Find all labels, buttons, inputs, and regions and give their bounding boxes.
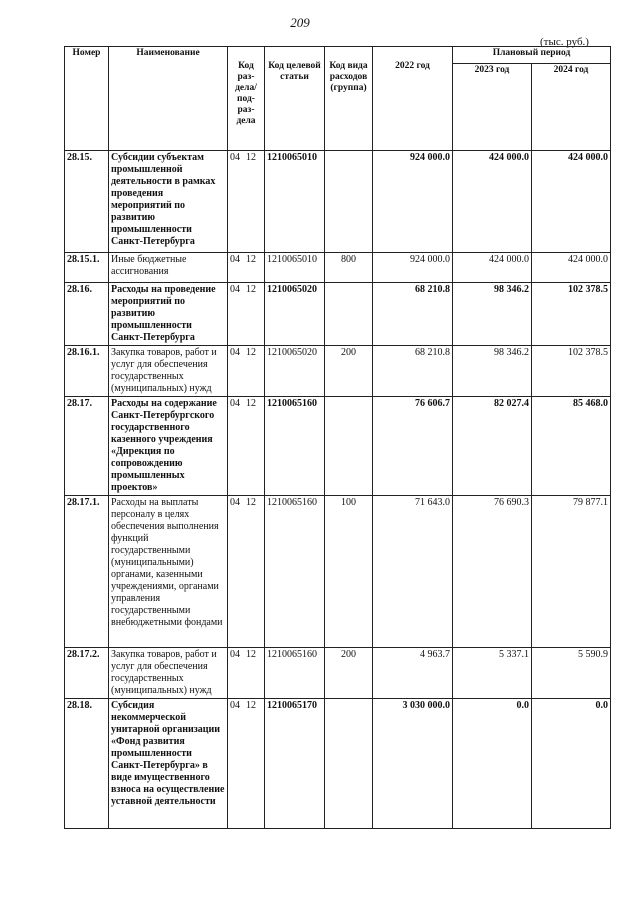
row-expense-kind (325, 397, 373, 496)
section-code: 04 (230, 398, 240, 409)
section-code: 04 (230, 700, 240, 711)
row-name: Расходы на выплаты персоналу в целях обеспечения выполнения функций государственными (муниципальными) органами, казенными учреждениями, органами управления государственными внебюджетными фондами (109, 496, 228, 648)
row-section-code (228, 253, 265, 283)
row-target-code: 1210065170 (265, 699, 325, 829)
row-amount-2022: 3 030 000.0 (373, 699, 453, 829)
table-row (65, 346, 611, 397)
row-name: Субсидии субъектам промышленной деятельности в рамках проведения мероприятий по развитию промышленности Санкт-Петербурга (109, 151, 228, 253)
row-amount-2024: 424 000.0 (532, 151, 611, 253)
row-amount-2022: 68 210.8 (373, 283, 453, 346)
row-amount-2024: 424 000.0 (532, 253, 611, 283)
row-name: Расходы на содержание Санкт-Петербургского государственного казенного учреждения «Дирекция по сопровождению промышленных проектов» (109, 397, 228, 496)
budget-table (64, 46, 611, 829)
row-name: Субсидия некоммерческой унитарной организации «Фонд развития промышленности Санкт-Петербурга» в виде имущественного взноса на осуществление уставной деятельности (109, 699, 228, 829)
row-section-code (228, 496, 265, 648)
header-name: Наименование (109, 47, 228, 151)
header-target-code: Код целевой статьи (265, 47, 325, 151)
row-number: 28.17.1. (65, 496, 109, 648)
row-amount-2022: 4 963.7 (373, 648, 453, 699)
row-amount-2022: 68 210.8 (373, 346, 453, 397)
row-name: Иные бюджетные ассигнования (109, 253, 228, 283)
header-number: Номер (65, 47, 109, 151)
row-amount-2023: 424 000.0 (453, 151, 532, 253)
row-amount-2023: 98 346.2 (453, 346, 532, 397)
row-amount-2024: 79 877.1 (532, 496, 611, 648)
row-expense-kind: 800 (325, 253, 373, 283)
section-code: 04 (230, 254, 240, 265)
table-row (65, 496, 611, 648)
row-section-code (228, 151, 265, 253)
row-amount-2023: 76 690.3 (453, 496, 532, 648)
row-amount-2024: 102 378.5 (532, 283, 611, 346)
subsection-code: 12 (246, 398, 256, 409)
subsection-code: 12 (246, 284, 256, 295)
page-number: 209 (290, 15, 310, 30)
row-expense-kind: 200 (325, 346, 373, 397)
row-section-code (228, 648, 265, 699)
row-amount-2023: 82 027.4 (453, 397, 532, 496)
row-amount-2022: 924 000.0 (373, 253, 453, 283)
row-number: 28.16.1. (65, 346, 109, 397)
row-name: Расходы на проведение мероприятий по развитию промышленности Санкт-Петербурга (109, 283, 228, 346)
row-number: 28.18. (65, 699, 109, 829)
row-amount-2022: 76 606.7 (373, 397, 453, 496)
subsection-code: 12 (246, 347, 256, 358)
row-number: 28.15.1. (65, 253, 109, 283)
table-row (65, 253, 611, 283)
row-section-code (228, 346, 265, 397)
row-number: 28.17. (65, 397, 109, 496)
subsection-code: 12 (246, 649, 256, 660)
row-amount-2023: 98 346.2 (453, 283, 532, 346)
row-target-code: 1210065010 (265, 151, 325, 253)
header-year-2023: 2023 год (453, 64, 532, 151)
section-code: 04 (230, 347, 240, 358)
table-row (65, 699, 611, 829)
section-code: 04 (230, 284, 240, 295)
header-section-code: Код раз-дела/ под-раз-дела (228, 47, 265, 151)
row-amount-2024: 0.0 (532, 699, 611, 829)
row-number: 28.17.2. (65, 648, 109, 699)
row-expense-kind (325, 151, 373, 253)
table-row (65, 283, 611, 346)
row-amount-2023: 0.0 (453, 699, 532, 829)
table-row (65, 648, 611, 699)
units-label: (тыс. руб.) (540, 36, 589, 48)
row-number: 28.15. (65, 151, 109, 253)
row-amount-2023: 424 000.0 (453, 253, 532, 283)
row-section-code (228, 283, 265, 346)
header-year-2022: 2022 год (373, 47, 453, 151)
row-amount-2024: 102 378.5 (532, 346, 611, 397)
section-code: 04 (230, 152, 240, 163)
subsection-code: 12 (246, 700, 256, 711)
header-expense-kind: Код вида расходов (группа) (325, 47, 373, 151)
row-target-code: 1210065160 (265, 496, 325, 648)
row-amount-2022: 71 643.0 (373, 496, 453, 648)
row-amount-2023: 5 337.1 (453, 648, 532, 699)
section-code: 04 (230, 497, 240, 508)
row-section-code (228, 699, 265, 829)
row-name: Закупка товаров, работ и услуг для обеспечения государственных (муниципальных) нужд (109, 648, 228, 699)
table-row (65, 397, 611, 496)
row-target-code: 1210065020 (265, 346, 325, 397)
row-amount-2024: 5 590.9 (532, 648, 611, 699)
header-year-2024: 2024 год (532, 64, 611, 151)
row-amount-2022: 924 000.0 (373, 151, 453, 253)
row-expense-kind (325, 283, 373, 346)
row-amount-2024: 85 468.0 (532, 397, 611, 496)
row-target-code: 1210065160 (265, 397, 325, 496)
row-number: 28.16. (65, 283, 109, 346)
row-target-code: 1210065020 (265, 283, 325, 346)
subsection-code: 12 (246, 497, 256, 508)
row-target-code: 1210065160 (265, 648, 325, 699)
row-target-code: 1210065010 (265, 253, 325, 283)
row-expense-kind: 200 (325, 648, 373, 699)
subsection-code: 12 (246, 254, 256, 265)
subsection-code: 12 (246, 152, 256, 163)
row-expense-kind (325, 699, 373, 829)
row-name: Закупка товаров, работ и услуг для обеспечения государственных (муниципальных) нужд (109, 346, 228, 397)
row-section-code (228, 397, 265, 496)
row-expense-kind: 100 (325, 496, 373, 648)
table-row (65, 151, 611, 253)
header-planning-period: Плановый период (453, 47, 611, 64)
section-code: 04 (230, 649, 240, 660)
